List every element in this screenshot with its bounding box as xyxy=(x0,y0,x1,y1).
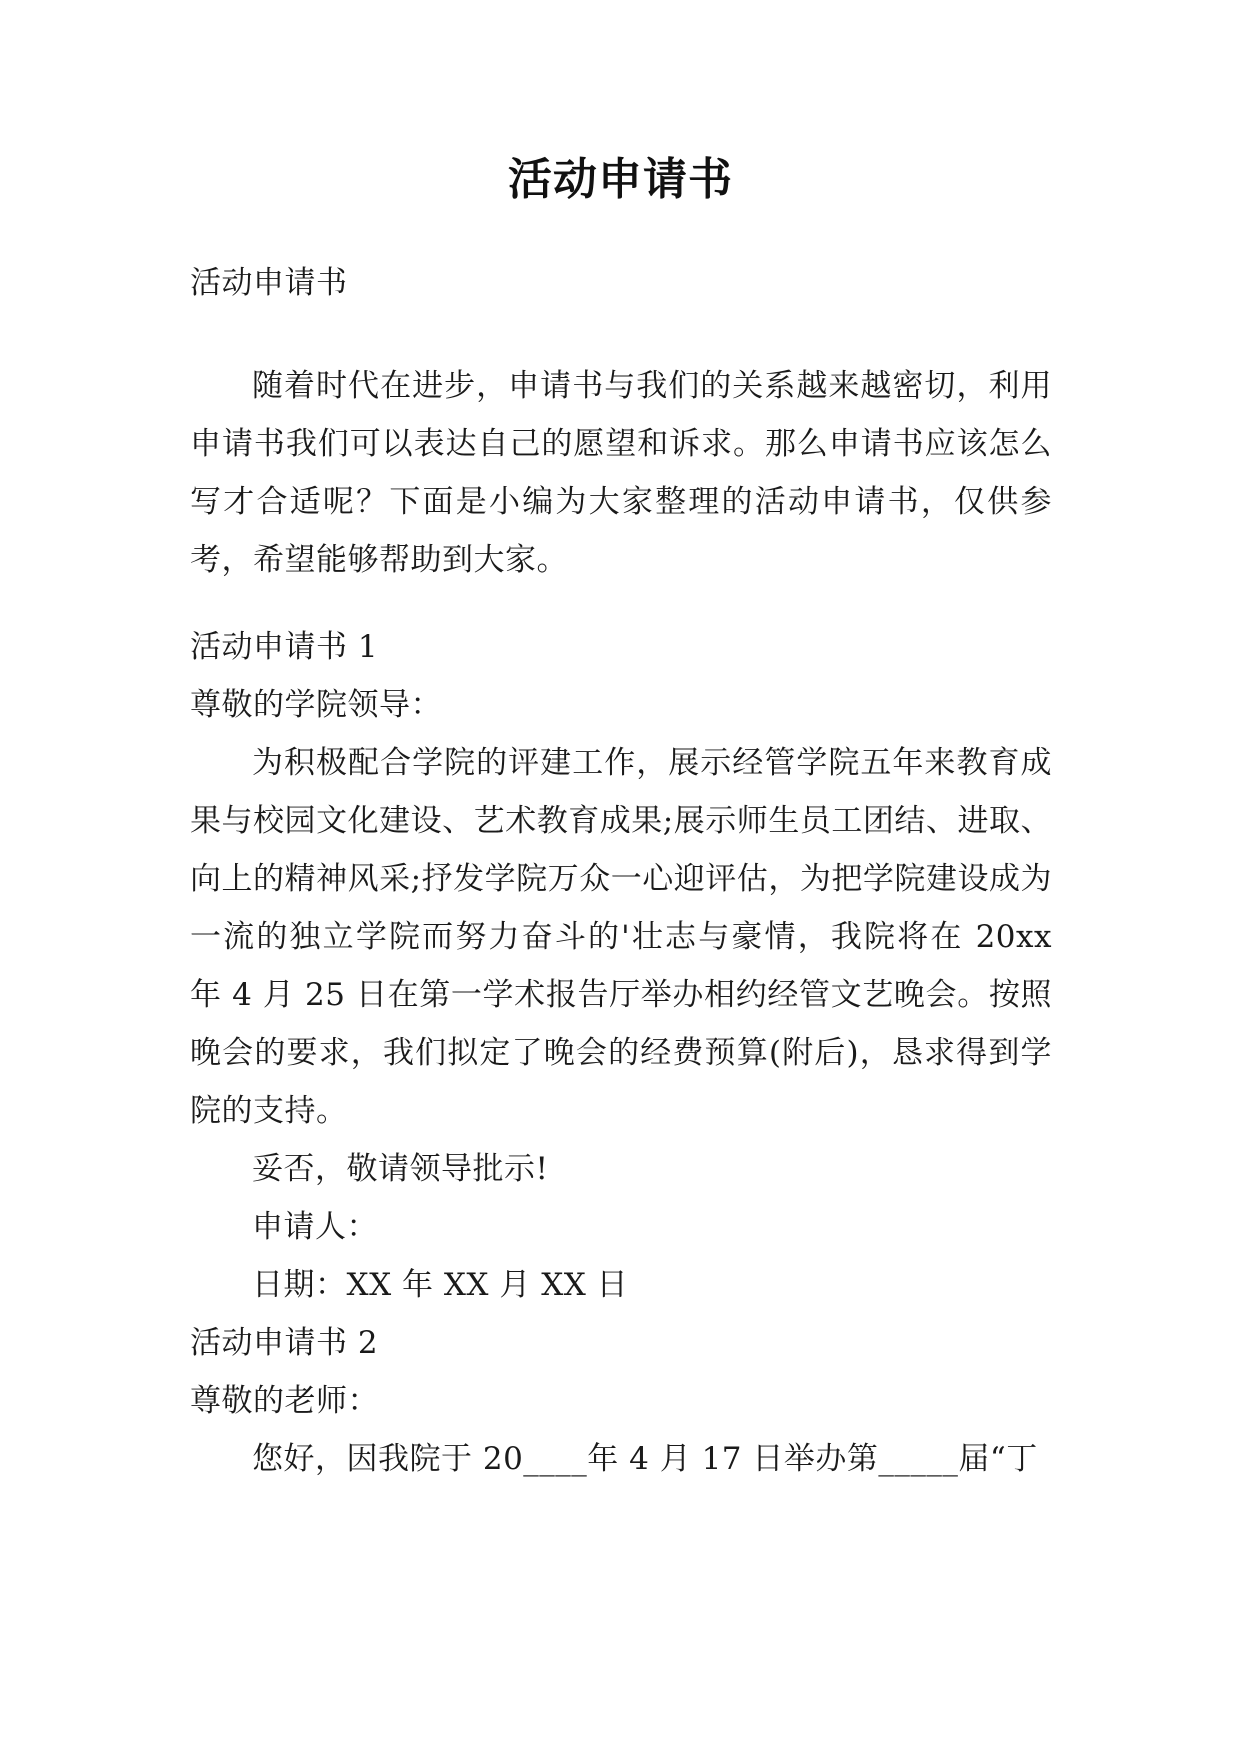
section-2-heading: 活动申请书 2 xyxy=(190,1325,379,1361)
section-1-salutation: 尊敬的学院领导： xyxy=(190,687,442,723)
document-subtitle xyxy=(190,254,1052,312)
section-1-heading: 活动申请书 1 xyxy=(190,629,379,665)
intro-block xyxy=(190,357,1052,589)
section-1-date: 日期：XX 年 XX 月 XX 日 xyxy=(252,1267,629,1303)
intro-paragraph: 随着时代在进步，申请书与我们的关系越来越密切，利用申请书我们可以表达自己的愿望和诉求。那么申请书应该怎么写才合适呢？下面是小编为大家整理的活动申请书，仅供参考，希望能够帮助到大家。 xyxy=(190,368,1052,578)
section-2-salutation: 尊敬的老师： xyxy=(190,1383,379,1419)
section-1 xyxy=(190,618,1052,1488)
section-1-closing: 妥否，敬请领导批示! xyxy=(252,1151,549,1187)
section-1-body: 为积极配合学院的评建工作，展示经管学院五年来教育成果与校园文化建设、艺术教育成果;展示师生员工团结、进取、向上的精神风采;抒发学院万众一心迎评估，为把学院建设成为一流的独立学院而努力奋斗的'壮志与豪情，我院将在 20xx 年 4 月 25 日在第一学术报告厅举办相约经管文艺晚会。按照晚会的要求，我们拟定了晚会的经费预算(附后)，恳求得到学院的支持。 xyxy=(190,745,1052,1129)
document-title: 活动申请书 xyxy=(508,154,733,205)
subtitle-text: 活动申请书 xyxy=(190,265,348,301)
section-1-applicant: 申请人： xyxy=(252,1209,378,1245)
section-2-body-start: 您好，因我院于 20____年 4 月 17 日举办第_____届“丁 xyxy=(252,1441,1038,1477)
